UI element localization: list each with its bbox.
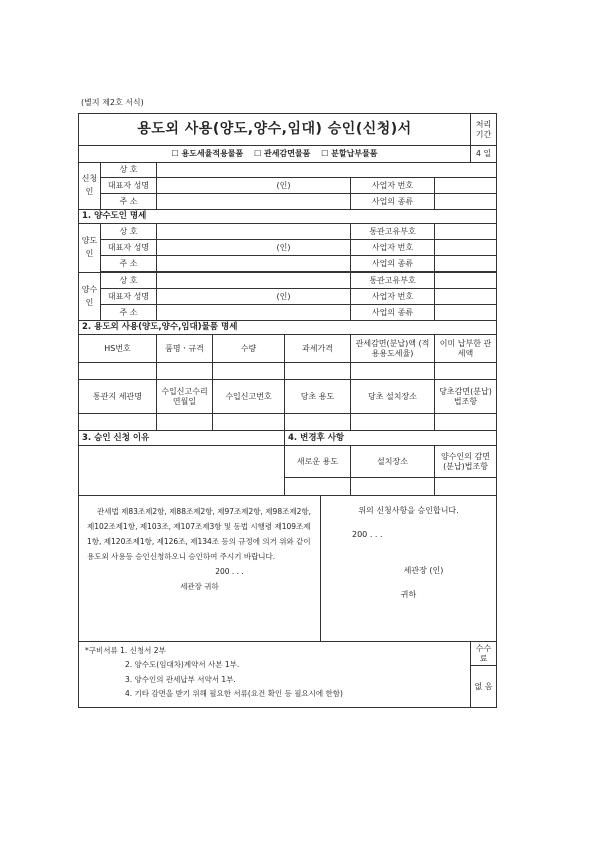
required-documents	[79, 642, 471, 708]
applicant-company-label: 상 호	[101, 163, 157, 178]
goods-cell[interactable]	[79, 414, 157, 431]
goods-cell[interactable]	[351, 363, 435, 380]
goods-cell[interactable]	[79, 363, 157, 380]
documents-item: 2. 양수도(임대차)계약서 사본 1부.	[125, 660, 240, 670]
transferor-side-label: 양도 인	[79, 224, 101, 273]
goods-cell[interactable]	[157, 363, 213, 380]
goods-cell[interactable]	[285, 363, 351, 380]
applicant-rep-field[interactable]	[157, 178, 351, 194]
transferee-address-field[interactable]	[157, 305, 351, 321]
transferor-address-label: 주 소	[101, 256, 157, 272]
approval-grant	[321, 496, 497, 642]
change-cell[interactable]	[351, 478, 435, 496]
goods-header-orig-use: 당초 용도	[285, 380, 351, 414]
processing-period-value: 4 일	[471, 146, 497, 163]
goods-header-orig-law: 당초감면(분납)법조항	[435, 380, 497, 414]
transferee-company-field[interactable]	[157, 273, 351, 289]
applicant-biz-type-label: 사업의 종류	[351, 194, 435, 210]
approval-grant-text: 위의 신청사항을 승인합니다.	[358, 506, 459, 515]
transferee-customs-code-field[interactable]	[435, 273, 497, 289]
goods-header-exemption: 관세감면(분납)액 (적용용도세율)	[351, 335, 435, 363]
goods-cell[interactable]	[351, 414, 435, 431]
goods-cell[interactable]	[285, 414, 351, 431]
approval-grant-addressee: 귀하	[400, 590, 417, 599]
goods-header-name: 품명ㆍ규격	[157, 335, 213, 363]
transferee-seal: (인)	[276, 291, 291, 301]
form-title: 용도외 사용(양도,양수,임대) 승인(신청)서	[79, 114, 471, 146]
transferor-customs-code-label: 통관고유부호	[351, 224, 435, 240]
approval-request	[79, 496, 321, 642]
goods-header-import-no: 수입신고번호	[213, 380, 285, 414]
applicant-address-field[interactable]	[157, 194, 351, 210]
transferee-biz-no-field[interactable]	[435, 289, 497, 305]
transferor-company-field[interactable]	[157, 224, 351, 240]
applicant-biz-no-label: 사업자 번호	[351, 178, 435, 194]
checkbox-installment[interactable]: ☐ 분할납부물품	[321, 149, 378, 158]
change-header-place: 설치장소	[351, 446, 435, 478]
transferor-customs-code-field[interactable]	[435, 224, 497, 240]
section-3-title: 3. 승인 신청 이유	[79, 431, 285, 446]
section-4-title: 4. 변경후 사항	[285, 431, 497, 446]
section-2-title: 2. 용도외 사용(양도,양수,임대)물품 명세	[79, 321, 497, 335]
transferor-seal: (인)	[276, 242, 291, 252]
applicant-address-label: 주 소	[101, 194, 157, 210]
reason-field[interactable]	[79, 446, 285, 496]
applicant-seal: (인)	[276, 180, 291, 190]
transferor-rep-label: 대표자 성명	[101, 240, 157, 256]
applicant-side-label: 신청 인	[79, 163, 101, 210]
change-cell[interactable]	[285, 478, 351, 496]
checkbox-exemption[interactable]: ☐ 관세감면물품	[254, 149, 311, 158]
goods-header-import-date: 수입신고수리연월일	[157, 380, 213, 414]
goods-header-price: 과세가격	[285, 335, 351, 363]
transferee-company-label: 상 호	[101, 273, 157, 289]
change-cell[interactable]	[435, 478, 497, 496]
transferor-biz-type-field[interactable]	[435, 256, 497, 272]
section-1-title: 1. 양수도인 명세	[79, 210, 497, 224]
goods-cell[interactable]	[157, 414, 213, 431]
transferor-biz-type-label: 사업의 종류	[351, 256, 435, 272]
applicant-biz-no-field[interactable]	[435, 178, 497, 194]
change-header-law: 양수인의 감면(분납)법조항	[435, 446, 497, 478]
transferee-biz-no-label: 사업자 번호	[351, 289, 435, 305]
approval-grant-chief: 세관장 (인)	[403, 566, 444, 575]
fee-label: 수수료	[471, 642, 497, 666]
transferor-biz-no-label: 사업자 번호	[351, 240, 435, 256]
approval-request-text: 관세법 제83조제2항, 제88조제2항, 제97조제2항, 제98조제2항, 제102조제1항, 제103조, 제107조제3항 및 동법 시행령 제109조제1항, 제120조제1항, 제126조, 제134조 등의 규정에 의거 위와 같이 용도외 사용등 승인신청하오니 승인하여 주시기 바랍니다.	[87, 507, 311, 561]
goods-header-paid: 이미 납부한 관세액	[435, 335, 497, 363]
goods-header-orig-place: 당초 설치장소	[351, 380, 435, 414]
checkbox-row	[79, 146, 471, 163]
transferor-address-field[interactable]	[157, 256, 351, 272]
goods-cell[interactable]	[435, 414, 497, 431]
transferee-customs-code-label: 통관고유부호	[351, 273, 435, 289]
goods-cell[interactable]	[213, 363, 285, 380]
goods-cell[interactable]	[435, 363, 497, 380]
goods-header-qty: 수량	[213, 335, 285, 363]
approval-request-addressee: 세관장 귀하	[180, 582, 219, 591]
applicant-company-field[interactable]	[157, 163, 497, 178]
fee-value: 없 음	[471, 666, 497, 708]
transferor-rep-field[interactable]	[157, 240, 351, 256]
goods-cell[interactable]	[213, 414, 285, 431]
checkbox-tax-rate[interactable]: ☐ 용도세율적용물품	[171, 149, 244, 158]
transferor-biz-no-field[interactable]	[435, 240, 497, 256]
documents-item: 4. 기타 감면을 받기 위해 필요한 서류(요건 확인 등 필요시에 한함)	[125, 688, 343, 698]
documents-item: 3. 양수인의 관세납부 서약서 1부.	[125, 674, 236, 684]
goods-header-customs: 통관지 세관명	[79, 380, 157, 414]
transferor-company-label: 상 호	[101, 224, 157, 240]
application-form	[78, 113, 497, 708]
applicant-rep-label: 대표자 성명	[101, 178, 157, 194]
approval-request-date: 200 . . .	[215, 567, 244, 576]
transferee-rep-field[interactable]	[157, 289, 351, 305]
documents-title: *구비서류 1. 신청서 2부	[85, 646, 166, 655]
transferee-address-label: 주 소	[101, 305, 157, 321]
processing-period-label: 처리기간	[471, 114, 497, 146]
form-number: (별지 제2호 서식)	[81, 98, 144, 107]
transferee-biz-type-field[interactable]	[435, 305, 497, 321]
goods-header-hs: HS번호	[79, 335, 157, 363]
transferee-side-label: 양수 인	[79, 273, 101, 321]
transferee-biz-type-label: 사업의 종류	[351, 305, 435, 321]
transferee-rep-label: 대표자 성명	[101, 289, 157, 305]
applicant-biz-type-field[interactable]	[435, 194, 497, 210]
change-header-use: 새로운 용도	[285, 446, 351, 478]
approval-grant-date: 200 . . .	[352, 530, 383, 539]
